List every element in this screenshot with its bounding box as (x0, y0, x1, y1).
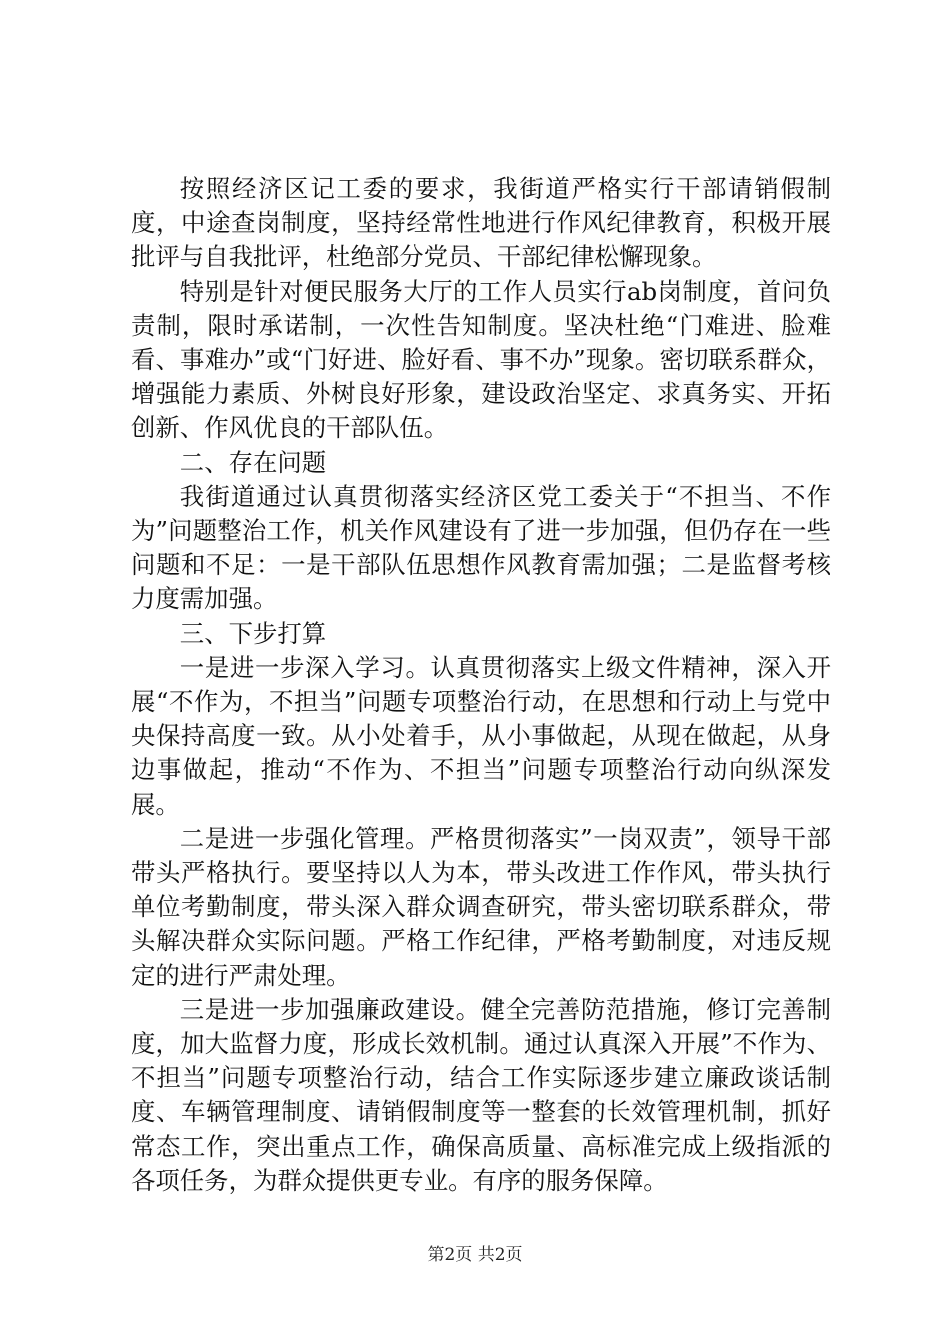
paragraph-management: 二是进一步强化管理。严格贯彻落实”一岗双责”，领导干部带头严格执行。要坚持以人为本，带头改进工作作风，带头执行单位考勤制度，带头深入群众调查研究，带头密切联系群众，带头解决群众实际问题。严格工作纪律，严格考勤制度，对违反规定的进行严肃处理。 (131, 823, 831, 990)
section-heading-problems: 二、存在问题 (179, 447, 327, 477)
page-number-footer: 第2页 共2页 (427, 1245, 523, 1265)
paragraph-problems: 我街道通过认真贯彻落实经济区党工委关于“不担当、不作为”问题整治工作，机关作风建设有了进一步加强，但仍存在一些问题和不足：一是干部队伍思想作风教育需加强；二是监督考核力度需加强。 (131, 481, 831, 614)
section-heading-next-steps: 三、下步打算 (179, 618, 327, 648)
document-body (131, 172, 831, 1198)
paragraph-service-hall: 特别是针对便民服务大厅的工作人员实行ab岗制度，首问负责制，限时承诺制，一次性告知制度。坚决杜绝“门难进、脸难看、事难办”或“门好进、脸好看、事不办”现象。密切联系群众，增强能力素质、外树良好形象，建设政治坚定、求真务实、开拓创新、作风优良的干部队伍。 (131, 276, 831, 443)
paragraph-discipline: 按照经济区记工委的要求，我街道严格实行干部请销假制度，中途查岗制度，坚持经常性地进行作风纪律教育，积极开展批评与自我批评，杜绝部分党员、干部纪律松懈现象。 (131, 174, 831, 272)
paragraph-study: 一是进一步深入学习。认真贯彻落实上级文件精神，深入开展“不作为，不担当”问题专项整治行动，在思想和行动上与党中央保持高度一致。从小处着手，从小事做起，从现在做起，从身边事做起，推动“不作为、不担当”问题专项整治行动向纵深发展。 (131, 652, 831, 819)
paragraph-integrity: 三是进一步加强廉政建设。健全完善防范措施，修订完善制度，加大监督力度，形成长效机制。通过认真深入开展”不作为、不担当”问题专项整治行动，结合工作实际逐步建立廉政谈话制度、车辆管理制度、请销假制度等一整套的长效管理机制，抓好常态工作，突出重点工作，确保高质量、高标准完成上级指派的各项任务，为群众提供更专业。有序的服务保障。 (131, 994, 831, 1195)
